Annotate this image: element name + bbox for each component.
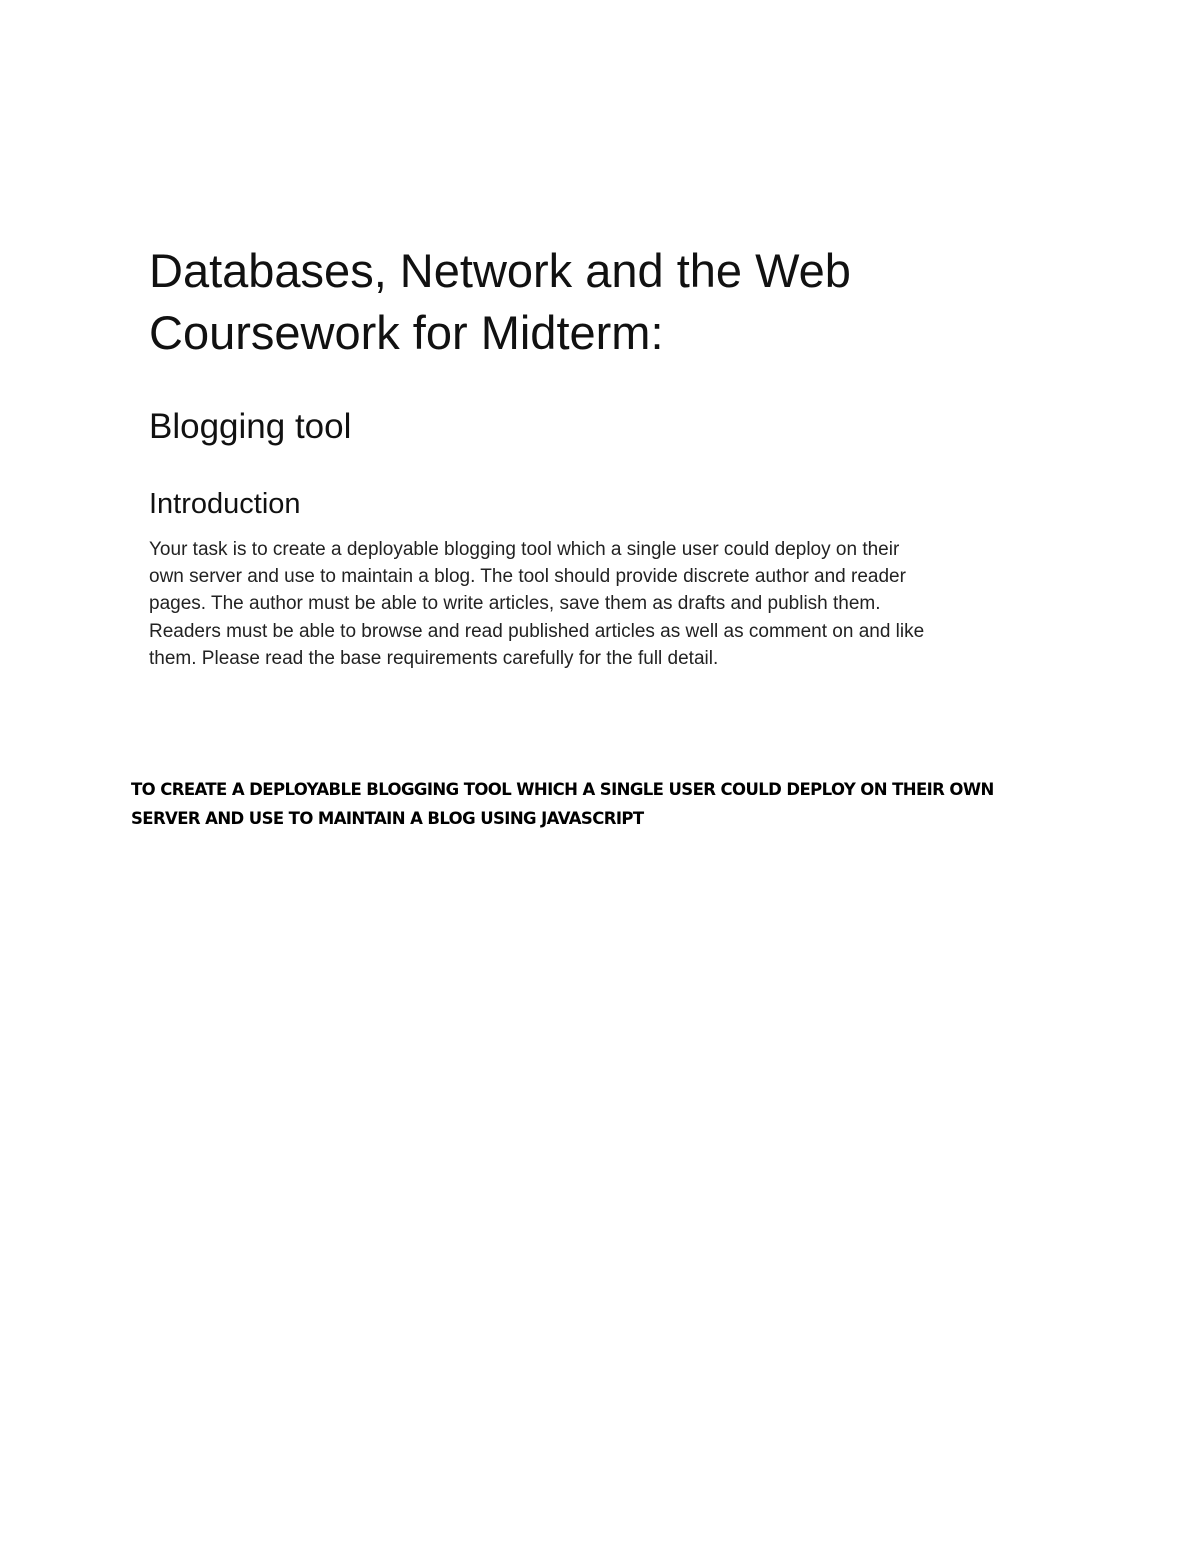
summary-line-1: TO CREATE A DEPLOYABLE BLOGGING TOOL WHICH A SINGLE USER COULD DEPLOY ON THEIR OWN <box>131 780 994 799</box>
intro-line-4: Readers must be able to browse and read published articles as well as comment on and like <box>149 620 925 642</box>
summary-statement <box>131 775 1071 833</box>
title-line-2: Coursework for Midterm: <box>149 306 664 359</box>
intro-line-3: pages. The author must be able to write articles, save them as drafts and publish them. <box>149 593 881 615</box>
summary-line-2: SERVER AND USE TO MAINTAIN A BLOG USING JAVASCRIPT <box>131 809 644 828</box>
introduction-paragraph <box>149 536 1019 672</box>
intro-line-5: them. Please read the base requirements carefully for the full detail. <box>149 647 719 669</box>
document-title <box>149 240 1049 364</box>
intro-line-1: Your task is to create a deployable blogging tool which a single user could deploy on their <box>149 539 900 560</box>
title-line-1: Databases, Network and the Web <box>149 244 851 297</box>
intro-line-2: own server and use to maintain a blog. The tool should provide discrete author and reader <box>149 566 906 588</box>
section-heading-introduction: Introduction <box>149 488 301 520</box>
document-subtitle: Blogging tool <box>149 407 352 446</box>
